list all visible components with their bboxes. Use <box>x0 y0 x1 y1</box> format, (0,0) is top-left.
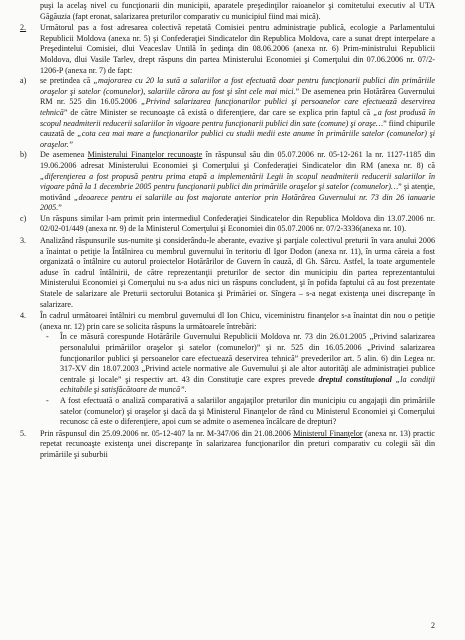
item-2a-text-4: ” fiind chipurile cauzată de <box>40 118 435 139</box>
item-2c-label: c) <box>20 213 27 223</box>
item-4 <box>20 311 435 332</box>
item-5-number: 5. <box>20 428 27 438</box>
item-4-number: 4. <box>20 311 27 321</box>
item-4-q1-quote: „la condiţii echitabile şi satisfăcătoare de muncă”. <box>60 374 435 395</box>
intro-line-3: municipiul fiind mai mică). <box>231 11 321 21</box>
item-2a-body <box>40 76 435 150</box>
item-2a-quote-4: „cota cea mai mare a funcţionarilor publici cu studii medii este anume în primăriile satelor (comunelor) şi oraşelor.” <box>40 129 435 149</box>
item-5-text-2: (anexa nr. 13) practic repetat recunoaşte existenţa unei discrepanţe în salarizarea funcţionarilor din preturi comparativ cu colegii săi din primăriile şi suburbii <box>40 428 436 459</box>
item-2a-quote-1: „majorarea cu 20 la sută a salariilor a fost efectuată doar pentru funcţionarii publici din primăriile oraşelor şi satelor (comunelor), salariile cărora au fost şi sînt cele mai mici. <box>40 76 435 96</box>
item-3-text: Analizând răspunsurile sus-numite şi considerându-le aberante, evazive şi parţiale colectivul preturii în vara anului 2006 a înaintat o petiţie la Întâlnirea cu membrul guvernului în teritoriu dl Igor Dodon (anexa nr. 11), în urma căreia a fost organizată o întâlnire cu autorul proiectelor Hotărârilor de Guvern în cauză, dl Gh. Sârcu. Astfel, la toate argumentele aduse în cadrul întâlnirii, de către reprezentanţii preturilor de sector din municipiu din partea reprezentantului Ministerului Economiei şi Comerţului nu s-a adus nici un răspuns concludent, şi în pofida faptului că au fost prezentate Statele de salarizare ale Preturii sectorului Botanica şi Primăriei or. Sîngera – s-a negat existenţa unei discrepanţe în salarizare. <box>40 236 435 309</box>
item-5-text-1: Prin răspunsul din 25.09.2006 nr. 05-12-407 la nr. M-347/06 din 21.08.2006 <box>40 428 294 438</box>
item-4-question-1-body <box>60 332 435 396</box>
item-2a-text-1: se pretindea că <box>40 76 94 86</box>
item-2a-quote-3: „a fost produsă în scopul neadmiterii reducerii salariilor în vigoare pentru funcţionarii publici din sate (comune) şi oraşe… <box>40 107 436 128</box>
item-4-q2-text: A fost efectuată o analiză comparativă a salariilor angajaţilor preturilor din municipiu cu angajaţii din primăriile satelor (comunelor) şi oraşelor şi dacă da şi Ministerul Finanţelor de rând cu Ministerul Economiei şi Comerţului recunosc că este o diferenţiere, apoi cum se admite o asemenea încălcare de drepturi? <box>60 395 435 427</box>
item-2a-text-2: ” De asemenea prin Hotărârea Guvernului RM nr. 525 din 16.05.2006 <box>40 86 435 107</box>
item-4-question-2 <box>46 396 435 428</box>
intro-line-1: puşi la acelaş nivel cu funcţionarii din municipii, aparatele preşedinţilor raioanelor şi <box>40 1 334 10</box>
item-4-text: În cadrul următoarei întâlniri cu membrul guvernului dl Ion Chicu, viceministru finanţelor s-a înaintat din nou o petiţie (anexa nr. 12) prin care se solicita răspuns la următoarele întrebări: <box>40 311 435 331</box>
item-2b-label: b) <box>20 150 27 160</box>
page-number: 2 <box>431 621 435 631</box>
intro-paragraph <box>20 1 435 22</box>
item-3 <box>20 236 435 310</box>
item-2b <box>20 150 435 214</box>
item-3-number: 3. <box>20 236 27 246</box>
item-2 <box>20 23 435 76</box>
item-2c-text: Un răspuns similar l-am primit prin intermediul Confederaţiei Sindicatelor din Republica Moldova din 13.07.2006 nr. 02/02-01/449 (anexa nr. 9) de la Ministerul Comerţului şi Economiei din 05.07.2006 nr. 07/2-3336(anexa nr. 10). <box>40 213 435 234</box>
item-2b-body <box>40 150 435 214</box>
item-4-q1-text: În ce măsură corespunde Hotărârile Guvernului Republicii Moldova nr. 73 din 26.01.2005 „Privind salarizarea personalului primăriilor oraşelor şi satelor (comunelor)” şi nr. 525 din 16.05.2006 „Privind salarizarea funcţionarilor publici şi persoanelor care efectuează deservirea tehnică” prevederilor art. 5 alin. 6) din Legea nr. 317-XV din 18.07.2003 „Privind actele normative ale Guvernului şi ale altor autorităţi ale administraţiei publice centrale şi locale” şi respectiv art. 43 din Constituţie care expres prevede <box>60 332 435 384</box>
intro-line-2: comitetului executiv al UTA Găgăuzia (fapt eronat, salarizarea preturilor comparativ cu <box>40 1 435 21</box>
item-5-underlined: Ministerul Finanţelor <box>293 428 363 438</box>
item-2b-quote-2: „deoarece pentru ei salariile au fost majorate anterior prin Hotărârea Guvernului nr. 73 din 26 ianuarie 2005. <box>40 192 435 213</box>
item-2b-text-2: în răspunsul său din 05.07.2006 nr. 05-12-261 la nr. 1127-1185 din 19.06.2006 adresat Ministerului Economiei şi Comerţului şi Confederaţiei Sindicatelor din RM (anexa nr. 8) că <box>40 150 436 170</box>
dash-bullet: - <box>46 395 49 405</box>
item-2a-label: a) <box>20 76 27 86</box>
item-5 <box>20 429 435 461</box>
item-2-text: Următorul pas a fost adresarea colectivă repetată Comisiei pentru administraţie publică, ecologie a Parlamentului Republicii Moldova (anexa nr. 5) şi Confederaţiei Sindicatelor din Republica Moldova, care a sunat drept interpelare a Preşedintelui Comisiei, dlui Veaceslav Untilă în şedinţa din 08.06.2006 (anexa nr. 6) Prim-ministrului Republicii Moldova, dlui Vasile Tarlev, drept răspuns din partea Ministerului Economiei şi Comerţului din 07.06.2006 nr. 07/2-1206-P (anexa nr. 7) de fapt: <box>40 23 435 75</box>
item-2c <box>20 214 435 235</box>
item-2b-underlined: Ministerului Finanţelor recunoaşte <box>87 150 203 160</box>
item-2b-text-3: ” şi atenţie, motivând <box>40 182 435 202</box>
item-2a <box>20 76 435 150</box>
item-2b-text-4: ” <box>58 203 62 213</box>
dash-bullet: - <box>46 332 49 342</box>
item-2-number: 2. <box>20 23 27 33</box>
item-2b-text-1: De asemenea <box>40 150 88 160</box>
item-4-q1-emphasis: dreptul constituţional <box>318 374 392 384</box>
item-4-question-1 <box>46 332 435 396</box>
item-2b-quote-1: „diferenţierea a fost propusă pentru prima etapă a implementării Legii în scopul neadmiterii reducerii salariilor în vigoare până la 1 decembrie 2005 pentru funcţionarii publici din primăriile oraşelor şi satelor (comunelor)… <box>40 171 435 192</box>
item-5-body <box>40 429 435 461</box>
item-2a-text-3: ” de către Minister se recunoaşte că există o diferenţiere, dar care se explica prin faptul că <box>63 107 374 117</box>
item-2a-quote-2: „Privind salarizarea funcţionarilor publici şi persoanelor care efectuează deservirea tehnică <box>40 97 435 117</box>
